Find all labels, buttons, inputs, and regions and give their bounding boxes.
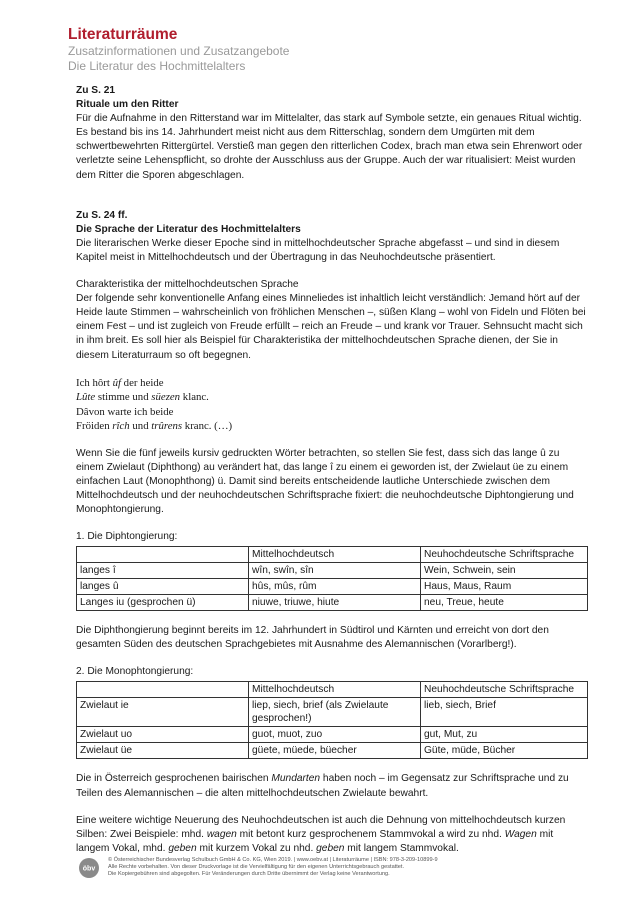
poem-line-3: Dâvon warte ich beide [76,405,174,418]
table-cell: lieb, siech, Brief [421,698,588,727]
poem-line-4: Fröiden rîch und trûrens kranc. (…) [76,420,233,433]
section1-body: Für die Aufnahme in den Ritterstand war im Mittelalter, das stark auf Symbole setzte, ein genaues Ritual wichtig. Es bestand bis ins 14. Jahrhundert meist nicht aus dem Ritterschlag, sondern dem Umgürten mit dem schwertbewehrten Rittergürtel. Verstieß man gegen den ritterlichen Codex, brach man etwa sein Ehrenwort oder verletzte seine Lehenspflicht, so drohte der Ausschluss aus der Gruppe. Auch der war ritualisiert: Meist wurden dem Ritter die Sporen abgeschlagen. [76,113,583,181]
table-header-cell [77,682,249,698]
poem-line-1: Ich hôrt ûf der heide [76,376,164,389]
table-cell: Zwielaut uo [77,727,249,743]
page-subtitle-1: Zusatzinformationen und Zusatzangebote [68,44,290,58]
table-cell: langes î [77,563,249,579]
section1-ref: Zu S. 21 [76,85,116,96]
diphthong-table [76,546,588,611]
table-cell: Zwielaut üe [77,743,249,759]
section2-heading: Die Sprache der Literatur des Hochmittelalters [76,223,301,235]
poem-line-2: Lûte stimme und süezen klanc. [76,391,209,404]
footer-fees: Die Kopiergebühren sind abgegolten. Für Veränderungen durch Dritte übernimmt der Verlag keine Verantwortung. [108,871,390,878]
diphthongization-text: Die Diphthongierung beginnt bereits im 12. Jahrhundert in Südtirol und Kärnten und erreicht von dort den gesamten Süden des deutschen Sprachgebietes mit Ausnahme des Alemannischen (Vorarlberg!). [76,625,549,651]
table-header-cell: Neuhochdeutsche Schriftsprache [421,547,588,563]
table-row [77,595,588,611]
table-cell: güete, müede, büecher [249,743,421,759]
poem-excerpt [76,376,588,434]
table-cell: gut, Mut, zu [421,727,588,743]
table-cell: Langes iu (gesprochen ü) [77,595,249,611]
table1-caption: 1. Die Diphtongierung: [76,531,178,543]
table-header-cell: Neuhochdeutsche Schriftsprache [421,682,588,698]
explanation-paragraph: Wenn Sie die fünf jeweils kursiv gedruckten Wörter betrachten, so stellen Sie fest, dass sich das lange û zu einem Zwielaut (Diphthong) au verändert hat, das lange î zu einem ei geworden ist, der Zwielaut üe zu einem einfachen Laut (Monophthong) ü. Damit sind bereits entscheidende lautliche Unterschiede zwischen dem Mittelhochdeutsch und der neuhochdeutschen Schriftsprache fixiert: die neuhochdeutsche Diphtongierung und Monophtongierung. [76,447,574,515]
table-header-row [77,547,588,563]
table-cell: wîn, swîn, sîn [249,563,421,579]
publisher-logo-icon [78,857,100,879]
page-header [68,26,289,74]
table-cell: Güte, müde, Bücher [421,743,588,759]
table-cell: guot, muot, zuo [249,727,421,743]
table-cell: niuwe, triuwe, hiute [249,595,421,611]
table2-caption: 2. Die Monophtongierung: [76,666,194,678]
table-cell: Zwielaut ie [77,698,249,727]
table-cell: neu, Treue, heute [421,595,588,611]
table-cell: Wein, Schwein, sein [421,563,588,579]
section2-intro: Die literarischen Werke dieser Epoche sind in mittelhochdeutscher Sprache abgefasst – und sind in diesem Kapitel meist in Mittelhochdeutsch und der Übertragung in das Neuhochdeutsche präsentiert. [76,237,560,263]
table-cell: Haus, Maus, Raum [421,579,588,595]
table-header-cell: Mittelhochdeutsch [249,682,421,698]
table-cell: langes û [77,579,249,595]
document-body [76,84,588,856]
footer-rights: Alle Rechte vorbehalten. Von dieser Druckvorlage ist die Vervielfältigung für den eigenen Unterrichtsgebrauch gestattet. [108,864,405,871]
table-header-cell [77,547,249,563]
svg-text:öbv: öbv [82,865,96,873]
table-row [77,743,588,759]
table-row [77,579,588,595]
section1-heading: Rituale um den Ritter [76,99,179,111]
footer-copyright: © Österreichischer Bundesverlag Schulbuch GmbH & Co. KG, Wien 2019. | www.oebv.at | Literaturräume | ISBN: 978-3-209-10899-9 [108,857,438,863]
monophthong-table [76,681,588,759]
table-row [77,698,588,727]
dialect-paragraph: Die in Österreich gesprochenen bairischen Mundarten haben noch – im Gegensatz zur Schriftsprache und zu Teilen des Alemannischen – die alten mittelhochdeutschen Zwielaute bewahrt. [76,773,569,799]
page-title: Literaturräume [68,26,178,43]
table-cell: hûs, mûs, rûm [249,579,421,595]
table-row [77,727,588,743]
characteristics-body: Der folgende sehr konventionelle Anfang eines Minneliedes ist inhaltlich leicht verständlich: Jemand hört auf der Heide laute Stimmen – wahrscheinlich von fröhlichen Menschen –, süßen Klang – wohl von Fideln und Flöten bei einem Fest – und ist zugleich von Freude erfüllt – reich an Freude – und krank vor Trauer. Sehnsucht macht sich in ihm breit. Es soll hier als Beispiel für Charakteristika der mittelhochdeutschen Sprache dienen, der Sie in diesem Literaturraum so oft begegnen. [76,293,586,361]
section2-ref: Zu S. 24 ff. [76,209,128,221]
page-subtitle-2: Die Literatur des Hochmittelalters [68,59,246,73]
table-cell: liep, siech, brief (als Zwielaute gesprochen!) [249,698,421,727]
table-row [77,563,588,579]
table-header-cell: Mittelhochdeutsch [249,547,421,563]
characteristics-heading: Charakteristika der mittelhochdeutschen Sprache [76,279,299,291]
table-header-row [77,682,588,698]
lengthening-paragraph: Eine weitere wichtige Neuerung des Neuhochdeutschen ist auch die Dehnung von mittelhochdeutsch kurzen Silben: Zwei Beispiele: mhd. wagen mit betont kurz gesprochenem Stammvokal a wird zu nhd. Wagen mit langem Vokal, mhd. geben mit kurzem Vokal zu nhd. geben mit langem Stammvokal. [76,814,566,854]
